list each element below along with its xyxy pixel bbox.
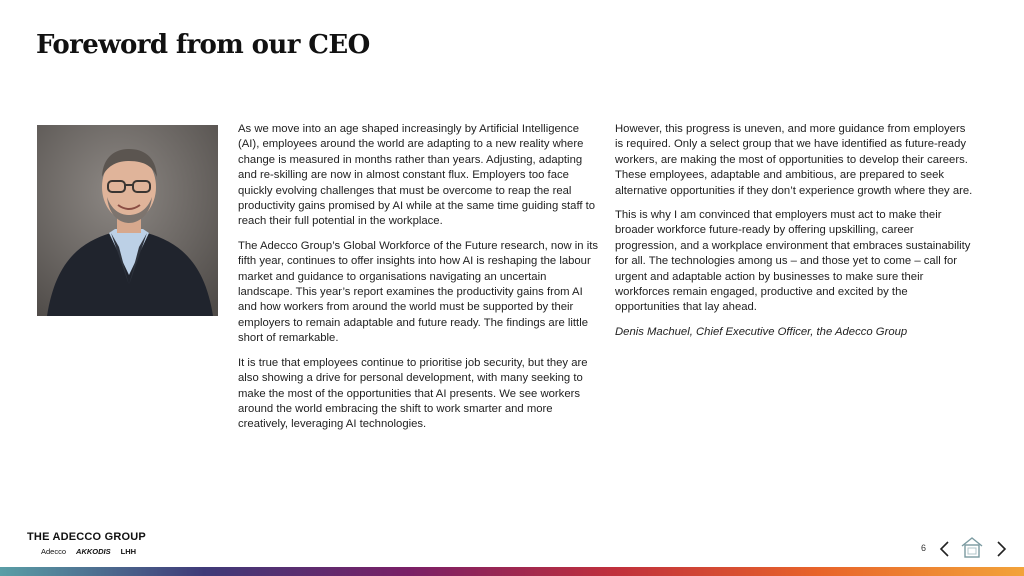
chevron-right-icon: [993, 539, 1009, 559]
page-title: Foreword from our CEO: [36, 30, 370, 60]
brand-list: [27, 547, 146, 556]
home-button[interactable]: [960, 535, 984, 559]
paragraph: This is why I am convinced that employers must act to make their broader workforce future-ready by offering upskilling, career progression, and a workplace environment that embraces sustainability for all. The technologies among us – and those yet to come – call for urgent and adaptable action by businesses to make sure their workforces remain engaged, productive and excited by the opportunities that lay ahead.: [615, 209, 971, 314]
ceo-portrait-image: [37, 125, 218, 316]
paragraph: However, this progress is uneven, and more guidance from employers is required. Only a select group that we have identified as future-ready workers, are making the most of opportunities to develop their careers. These employees, adaptable and ambitious, are prepared to seek alternative opportunities if they don’t experience growth where they are.: [615, 123, 973, 197]
brand-gradient-bar: [0, 567, 1024, 576]
next-page-button[interactable]: [993, 539, 1009, 559]
company-logo: [27, 531, 146, 556]
text-column-right: [615, 122, 975, 349]
brand-lhh: LHH: [120, 547, 137, 556]
paragraph: It is true that employees continue to prioritise job security, but they are also showing a drive for personal development, with many seeking to make the most of the opportunities that AI presents. We see workers around the world embracing the shift to work smarter and more creatively, leveraging AI technologies.: [238, 356, 588, 431]
company-logo-text: THE ADECCO GROUP: [27, 531, 146, 543]
home-icon: [960, 535, 984, 559]
ceo-signature: Denis Machuel, Chief Executive Officer, the Adecco Group: [615, 325, 908, 338]
chevron-left-icon: [937, 539, 953, 559]
brand-akkodis: AKKODIS: [76, 547, 111, 556]
brand-adecco: Adecco: [41, 547, 67, 556]
previous-page-button[interactable]: [937, 539, 953, 559]
ceo-portrait: [37, 125, 218, 316]
paragraph: The Adecco Group’s Global Workforce of the Future research, now in its fifth year, continues to offer insights into how AI is reshaping the labour market and guidance to organisations navigating an uncertain landscape. This year’s report examines the productivity gains from AI and how workers from around the world must be supported by their employers to remain adaptable and future ready. The findings are little short of remarkable.: [238, 239, 598, 345]
page-number: 6: [921, 543, 927, 553]
text-column-left: [238, 122, 598, 442]
paragraph: As we move into an age shaped increasingly by Artificial Intelligence (AI), employees around the world are adapting to a new reality where change is measured in months rather than years. Adjusting, adapting and re-skilling are now in almost constant flux. Employers too face quickly evolving challenges that must be overcome to reap the real productivity gains promised by AI while at the same time guiding staff to reach their full potential in the workplace.: [238, 123, 596, 228]
